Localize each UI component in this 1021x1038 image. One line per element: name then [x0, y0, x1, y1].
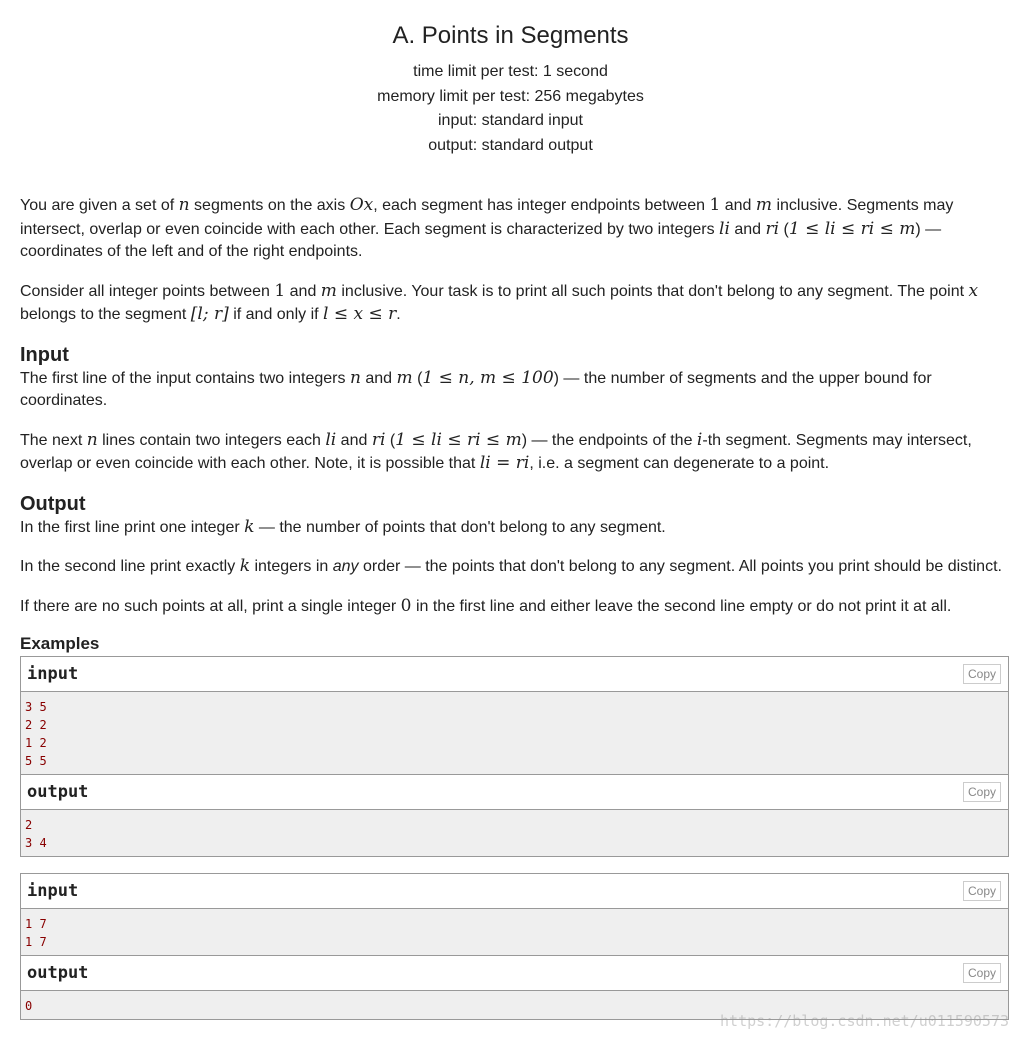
copy-input-2-button[interactable]: Copy	[963, 881, 1001, 901]
copy-input-1-button[interactable]: Copy	[963, 664, 1001, 684]
example-2-input: 1 7 1 7	[25, 917, 47, 949]
output-paragraph-1: In the first line print one integer k — the number of points that don't belong to any segment.	[20, 516, 666, 537]
output-file: output: standard output	[428, 136, 593, 154]
examples-title: Examples	[20, 634, 100, 653]
example-2-input-header	[21, 874, 1008, 909]
time-limit: time limit per test: 1 second	[413, 63, 608, 80]
example-1-output-label: output	[27, 782, 89, 802]
example-1-input: 3 5 2 2 1 2 5 5	[25, 700, 47, 768]
example-2-output: 0	[25, 999, 33, 1013]
output-paragraph-3: If there are no such points at all, print a single integer 0 in the first line and either leave the second line empty or do not print it at all.	[20, 595, 952, 616]
example-test-1	[20, 656, 1009, 857]
example-2-output-label: output	[27, 963, 89, 983]
example-2-input-label: input	[27, 881, 79, 901]
examples-section	[20, 634, 1009, 1020]
example-1-input-label: input	[27, 664, 79, 684]
example-1-output: 2 3 4	[25, 818, 47, 850]
output-heading: Output	[20, 492, 86, 515]
example-2-output-header	[21, 955, 1008, 991]
problem-title: A. Points in Segments	[392, 22, 629, 49]
input-paragraph-1: The first line of the input contains two integers n and m (1 ≤ n, m ≤ 100) — the number of segments and the upper bound for coordinates.	[20, 367, 932, 409]
example-1-input-header	[21, 657, 1008, 692]
legend-paragraph-1: You are given a set of n segments on the axis Ox, each segment has integer endpoints between 1 and m inclusive. Segments may intersect, overlap or even coincide with each other. Each segment is characterized by two integers li and ri (1 ≤ li ≤ ri ≤ m) — coordinates of the left and of the right endpoints.	[20, 195, 954, 260]
example-test-2	[20, 873, 1009, 1020]
input-section	[20, 343, 1009, 476]
problem-header	[0, 22, 1021, 158]
input-paragraph-2: The next n lines contain two integers each li and ri (1 ≤ li ≤ ri ≤ m) — the endpoints of the i-th segment. Segments may intersect, overlap or even coincide with each other. Note, it is possible that li = ri, i.e. a segment can degenerate to a point.	[20, 429, 972, 473]
problem-statement	[20, 194, 1009, 1036]
example-1-output-header	[21, 774, 1008, 810]
output-section	[20, 492, 1009, 619]
copy-output-2-button[interactable]: Copy	[963, 963, 1001, 983]
legend-paragraph-2: Consider all integer points between 1 and m inclusive. Your task is to print all such points that don't belong to any segment. The point x belongs to the segment [l; r] if and only if l ≤ x ≤ r.	[20, 280, 979, 324]
copy-output-1-button[interactable]: Copy	[963, 782, 1001, 802]
input-file: input: standard input	[438, 112, 583, 129]
input-heading: Input	[20, 343, 69, 366]
memory-limit: memory limit per test: 256 megabytes	[377, 87, 644, 105]
output-paragraph-2: In the second line print exactly k integers in any order — the points that don't belong to any segment. All points you print should be distinct.	[20, 556, 1002, 576]
watermark: https://blog.csdn.net/u011590573	[720, 1012, 1009, 1030]
